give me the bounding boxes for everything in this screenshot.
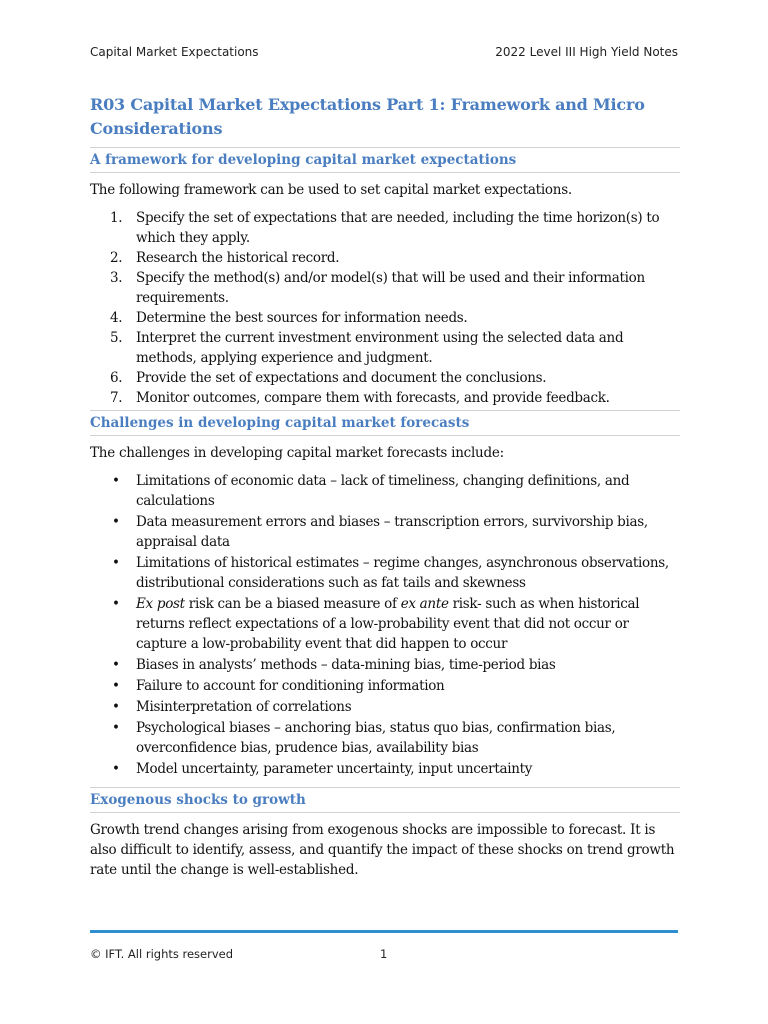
exogenous-shocks-text: Growth trend changes arising from exogenous shocks are impossible to forecast. It is also difficult to identify, assess, and quantify the impact of these shocks on trend growth rate until the change is well-established. — [90, 822, 675, 878]
page-footer — [90, 947, 678, 967]
step-text: Determine the best sources for information needs. — [136, 310, 468, 326]
step-number: 6. — [110, 370, 123, 386]
bullet: • — [112, 596, 120, 612]
list-item — [90, 471, 680, 511]
step-text: Research the historical record. — [136, 250, 340, 266]
step-number: 2. — [110, 250, 123, 266]
list-item — [90, 655, 680, 675]
challenge-text: Limitations of economic data – lack of timeliness, changing definitions, and calculations — [136, 473, 630, 509]
challenge-text-fragment: risk- such as when historical returns reflect expectations of a low-probability event that did not occur or capture a low-probability event that did happen to occur — [136, 596, 640, 652]
challenge-text: Failure to account for conditioning information — [136, 678, 445, 694]
document-title: R03 Capital Market Expectations Part 1: Framework and Micro Considerations — [90, 95, 645, 138]
copyright-notice: © IFT. All rights reserved — [90, 947, 234, 961]
step-number: 7. — [110, 390, 123, 406]
list-item — [90, 368, 680, 388]
list-item — [90, 697, 680, 717]
header-right-title: 2022 Level III High Yield Notes — [495, 45, 678, 59]
list-item — [90, 759, 680, 779]
bullet: • — [112, 720, 120, 736]
challenge-text: Limitations of historical estimates – regime changes, asynchronous observations, distributional considerations such as fat tails and skewness — [136, 555, 669, 591]
bullet: • — [112, 657, 120, 673]
section-heading-challenges: Challenges in developing capital market forecasts — [90, 410, 680, 436]
challenges-list — [90, 471, 680, 779]
list-item — [90, 268, 680, 308]
page-header — [90, 45, 678, 65]
page-number: 1 — [380, 947, 388, 961]
challenge-text: Data measurement errors and biases – transcription errors, survivorship bias, appraisal data — [136, 514, 648, 550]
bullet: • — [112, 761, 120, 777]
step-text: Monitor outcomes, compare them with forecasts, and provide feedback. — [136, 390, 610, 406]
page-content — [90, 93, 680, 880]
bullet: • — [112, 514, 120, 530]
list-item — [90, 328, 680, 368]
challenges-intro: The challenges in developing capital market forecasts include: — [90, 445, 504, 461]
challenge-text: Misinterpretation of correlations — [136, 699, 352, 715]
section-heading-exogenous-shocks: Exogenous shocks to growth — [90, 787, 680, 813]
challenge-text: Psychological biases – anchoring bias, status quo bias, confirmation bias, overconfidence bias, prudence bias, availability bias — [136, 720, 616, 756]
list-item — [90, 594, 680, 654]
bullet: • — [112, 473, 120, 489]
challenge-text: Biases in analysts’ methods – data-mining bias, time-period bias — [136, 657, 556, 673]
step-text: Provide the set of expectations and document the conclusions. — [136, 370, 547, 386]
ex-ante-term: ex ante — [400, 596, 449, 612]
list-item — [90, 308, 680, 328]
header-left-title: Capital Market Expectations — [90, 45, 259, 59]
list-item — [90, 248, 680, 268]
bullet: • — [112, 555, 120, 571]
framework-intro: The following framework can be used to set capital market expectations. — [90, 182, 572, 198]
step-number: 3. — [110, 270, 123, 286]
footer-divider — [90, 930, 678, 933]
challenge-text-ex-post — [136, 596, 639, 652]
step-number: 5. — [110, 330, 123, 346]
framework-steps-list — [90, 208, 680, 408]
bullet: • — [112, 678, 120, 694]
step-number: 4. — [110, 310, 123, 326]
list-item — [90, 718, 680, 758]
ex-post-term: Ex post — [136, 596, 185, 612]
list-item — [90, 512, 680, 552]
list-item — [90, 208, 680, 248]
step-text: Interpret the current investment environment using the selected data and methods, applying experience and judgment. — [136, 330, 624, 366]
section-heading-framework: A framework for developing capital market expectations — [90, 147, 680, 173]
challenge-text: Model uncertainty, parameter uncertainty, input uncertainty — [136, 761, 533, 777]
challenge-text-fragment: risk can be a biased measure of — [184, 596, 401, 612]
step-number: 1. — [110, 210, 123, 226]
list-item — [90, 388, 680, 408]
list-item — [90, 676, 680, 696]
bullet: • — [112, 699, 120, 715]
step-text: Specify the set of expectations that are needed, including the time horizon(s) to which they apply. — [136, 210, 660, 246]
list-item — [90, 553, 680, 593]
step-text: Specify the method(s) and/or model(s) that will be used and their information requirements. — [136, 270, 645, 306]
